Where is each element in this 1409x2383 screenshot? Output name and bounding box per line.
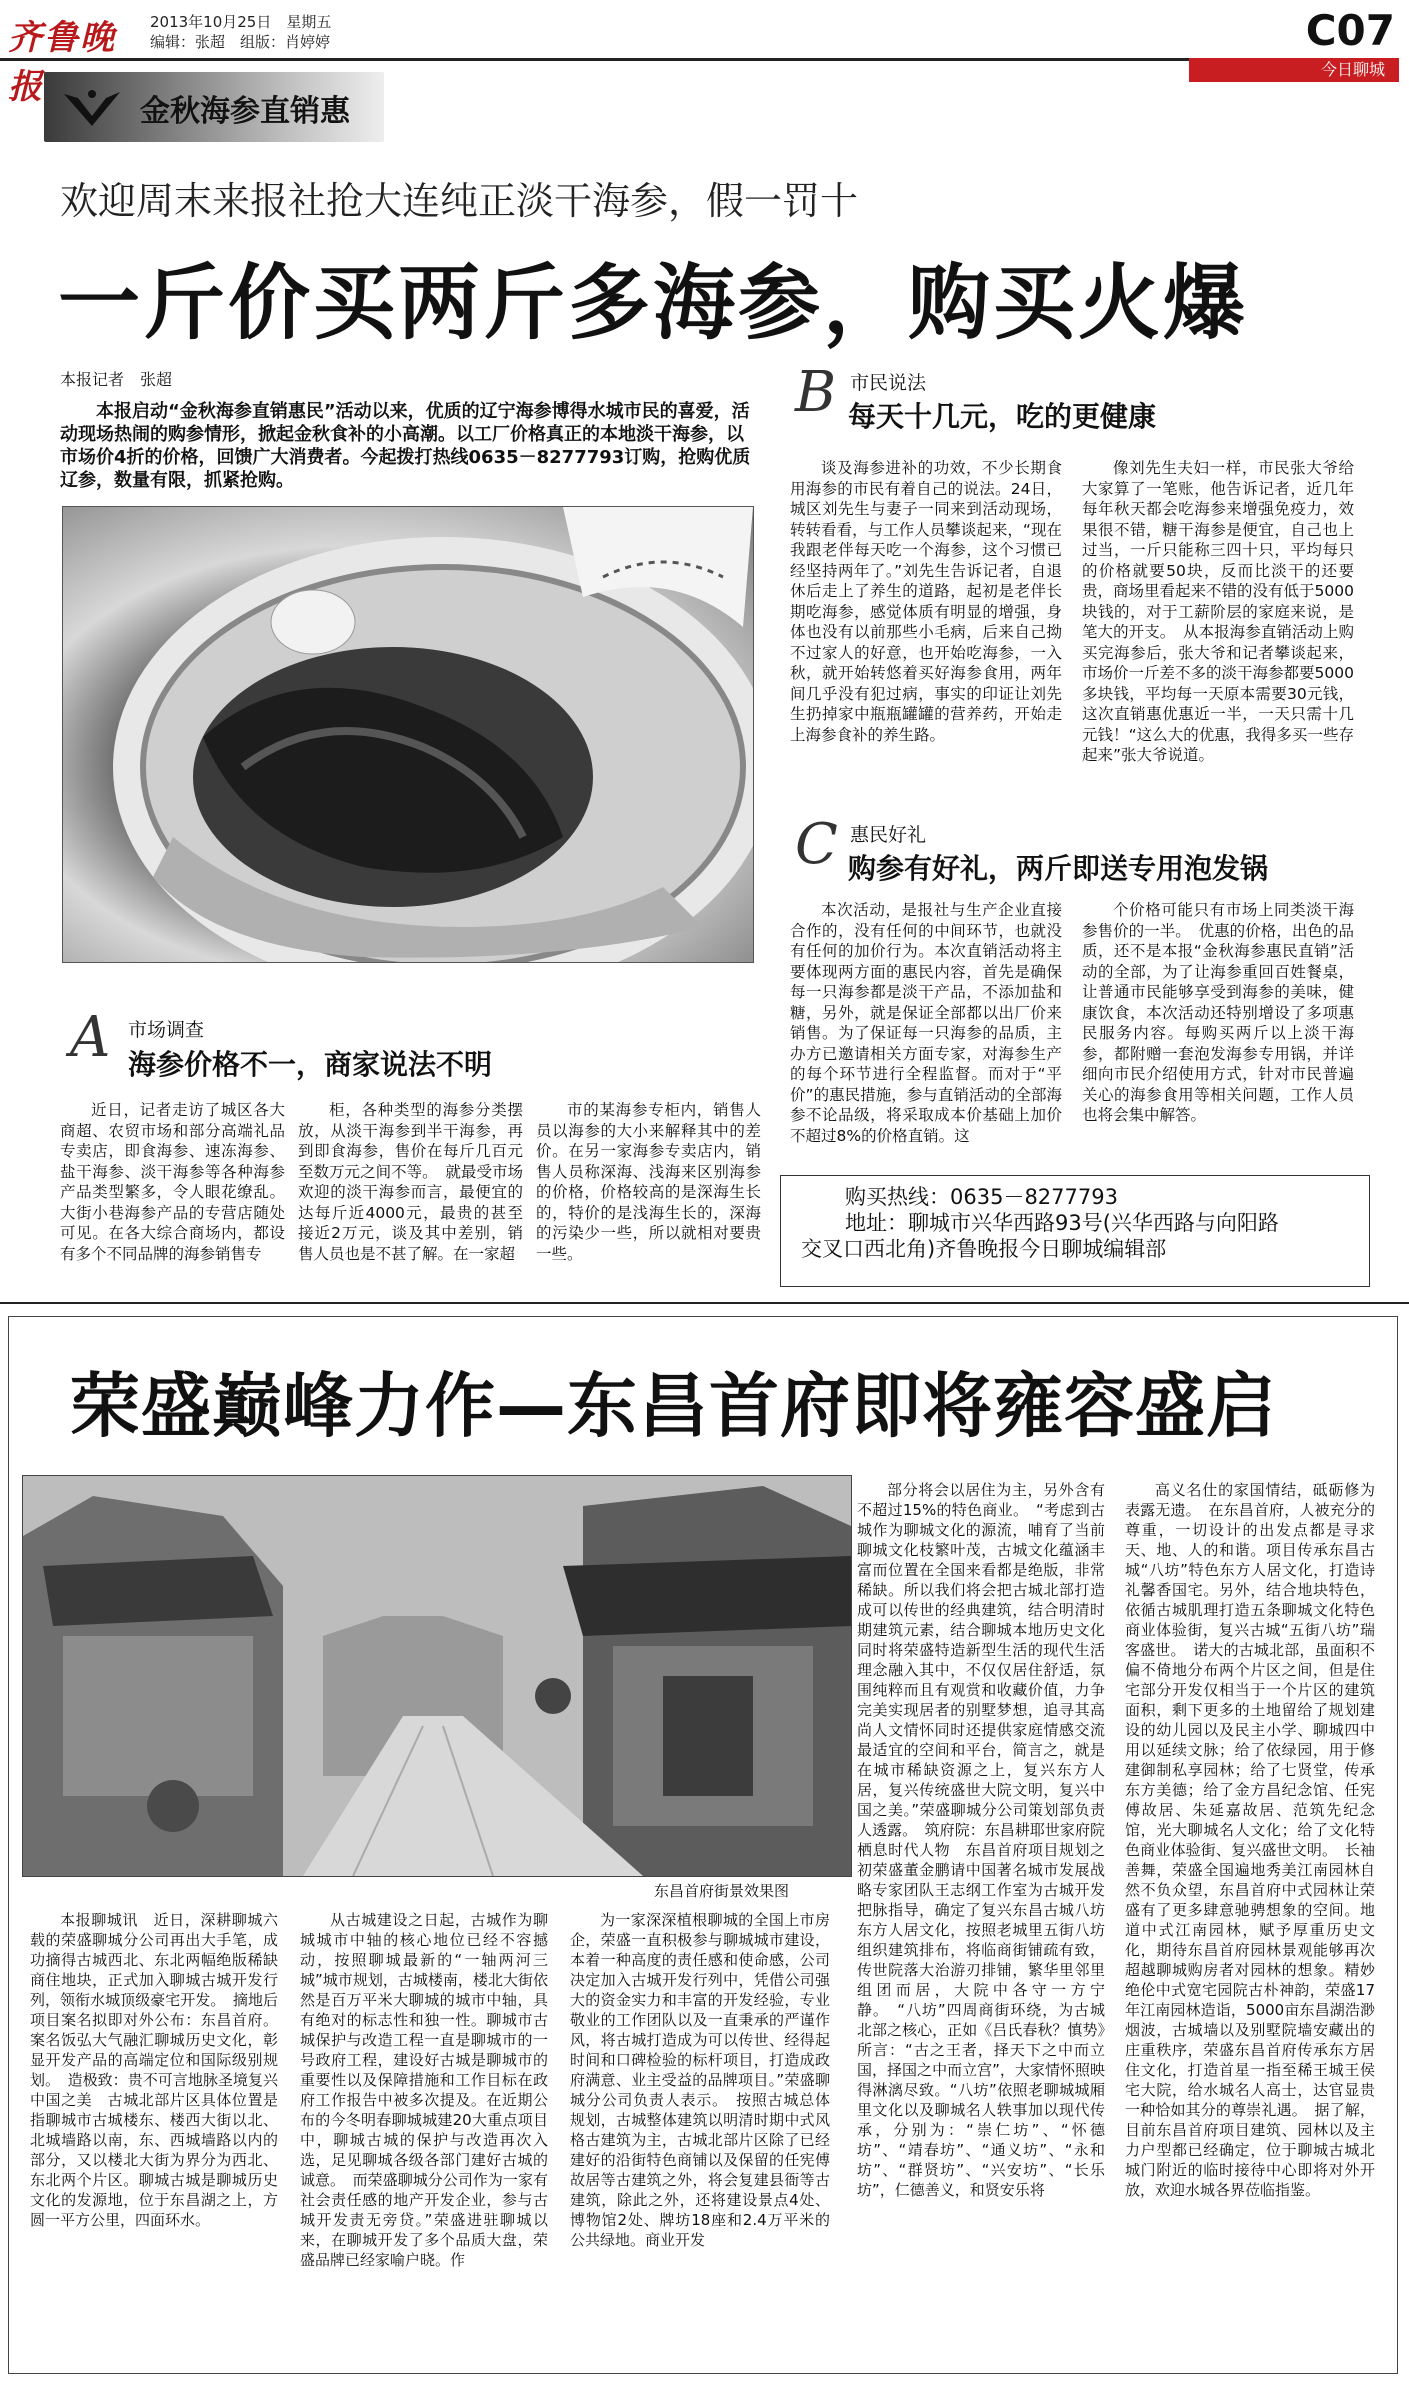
section-b-label: 市民说法	[850, 372, 927, 394]
story1-lead: 本报启动“金秋海参直销惠民”活动以来，优质的辽宁海参博得水城市民的喜爱，活动现场热闹的购参情形，掀起金秋食补的小高潮。以工厂价格真正的本地淡干海参，以市场价4折的价格，回馈广大消费者。今起拨打热线0635－8277793订购，抢购优质辽参，数量有限，抓紧抢购。	[60, 401, 751, 491]
issue-info	[150, 12, 331, 52]
section-b-title: 每天十几元，吃的更健康	[848, 400, 1157, 433]
hotline-phone: 购买热线：0635－8277793	[845, 1185, 1118, 1209]
street-render-photo	[22, 1475, 852, 1877]
sea-cucumber-photo	[62, 506, 754, 963]
section-a-title: 海参价格不一，商家说法不明	[128, 1048, 493, 1081]
section-a-letter: A	[70, 1005, 111, 1070]
section-c-title: 购参有好礼，两斤即送专用泡发锅	[848, 852, 1269, 885]
hotline-box	[780, 1175, 1370, 1287]
story2-col1: 本报聊城讯 近日，深耕聊城六载的荣盛聊城分公司再出大手笔，成功摘得古城西北、东北两幅绝版稀缺商住地块，正式加入聊城古城开发行列，领衔水城顶级豪宅开发。 摘地后项目案名拟即对外公布：东昌首府。案名饭弘大气融汇聊城历史文化，彰显开发产品的高端定位和国际级别规划。 造极致：贵不可言地脉圣境复兴中国之美 古城北部片区具体位置是指聊城市古城楼东、楼西大街以北、北城墙路以南，东、西城墙路以内的部分，又以楼北大街为界分为西北、东北两个片区。聊城古城是聊城历史文化的发源地，位于东昌湖之上，方圆一平方公里，四面环水。	[30, 1911, 278, 2229]
date-line: 2013年10月25日 星期五	[150, 13, 332, 31]
section-label: 今日聊城	[1189, 58, 1399, 82]
sea-cucumber-illustration	[63, 507, 753, 962]
story2-col2: 从古城建设之日起，古城作为聊城城市中轴的核心地位已经不容撼动，按照聊城最新的“一轴两河三城”城市规划，古城楼南，楼北大街依然是百万平米大聊城的城市中轴，具有绝对的标志性和独一性。聊城市古城保护与改造工程一直是聊城市的一号政府工程，建设好古城是聊城市的重要性以及保障措施和工作目标在政府工作报告中被多次提及。在近期公布的今冬明春聊城城建20大重点项目中，聊城古城的保护与改造再次入选，足见聊城各级各部门建好古城的诚意。 而荣盛聊城分公司作为一家有社会责任感的地产开发企业，参与古城开发责无旁贷。”荣盛进驻聊城以来，在聊城开发了多个品质大盘，荣盛品牌已经家喻户晓。作	[300, 1911, 548, 2269]
section-b-col1: 谈及海参进补的功效，不少长期食用海参的市民有着自己的说法。24日，城区刘先生与妻子一同来到活动现场，转转看看，与工作人员攀谈起来，“现在我跟老伴每天吃一个海参，这个习惯已经坚持两年了。”刘先生告诉记者，自退休后走上了养生的道路，起初是老伴长期吃海参，感觉体质有明显的增强，身体也没有以前那些小毛病，后来自己拗不过家人的好意，也开始吃海参，一入秋，就开始转悠着买好海参食用，两年间几乎没有犯过病，事实的印证让刘先生扔掉家中瓶瓶罐罐的营养药，开始走上海参食补的养生路。	[790, 459, 1062, 744]
street-render-caption: 东昌首府街景效果图	[654, 1882, 790, 1900]
story1-byline: 本报记者 张超	[60, 370, 173, 389]
hotline-address-line1: 地址：聊城市兴华西路93号(兴华西路与向阳路	[845, 1211, 1279, 1235]
section-c-col2: 个价格可能只有市场上同类淡干海参售价的一半。 优惠的价格，出色的品质，还不是本报“金秋海参惠民直销”活动的全部，为了让海参重回百姓餐桌，让普通市民能够享受到海参的美味，健康饮食，本次活动还特别增设了多项惠民服务内容。每购买两斤以上淡干海参，都附赠一套泡发海参专用锅，并详细向市民介绍使用方式，针对市民普遍关心的海参食用等相关问题，工作人员也将会集中解答。	[1082, 901, 1354, 1124]
story2-headline: 荣盛巅峰力作—东昌首府即将雍容盛启	[70, 1365, 1277, 1447]
story1-headline: 一斤价买两斤多海参，购买火爆	[58, 256, 1249, 351]
section-b-letter: B	[795, 360, 837, 425]
story-divider	[0, 1302, 1409, 1304]
newspaper-brand: 齐鲁晚报	[8, 18, 116, 107]
story1-kicker: 欢迎周末来报社抢大连纯正淡干海参，假一罚十	[60, 179, 859, 223]
hotline-address-line2: 交叉口西北角)齐鲁晚报今日聊城编辑部	[801, 1237, 1167, 1261]
page-number: C07	[1305, 6, 1395, 55]
section-c-label: 惠民好礼	[850, 824, 927, 846]
story2-col4: 部分将会以居住为主，另外含有不超过15%的特色商业。 “考虑到古城作为聊城文化的源流，哺育了当前聊城文化枝繁叶茂，古城文化蕴涵丰富而位置在全国来看都是绝版，非常稀缺。所以我们将会把古城北部打造成可以传世的经典建筑，结合明清时期建筑元素，结合聊城本地历史文化同时将荣盛特造新型生活的现代生活理念融入其中，不仅仅居住舒适，氛围纯粹而且有观赏和收藏价值，力争完美实现居者的别墅梦想，追寻其高尚人文情怀同时还提供家庭情感交流最适宜的空间和平台，简言之，就是在城市稀缺资源之上，复兴东方人居，复兴传统盛世大院文明，复兴中国之美。”荣盛聊城分公司策划部负责人透露。 筑府院：东昌耕耶世家府院栖息时代人物 东昌首府项目规划之初荣盛董金鹏请中国著名城市发展战略专家团队王志纲工作室为古城开发把脉指导，确定了复兴东昌古城八坊东方人居文化，按照老城里五街八坊组织建筑排布，将临商街铺疏有致，传世院落大治游刃排铺，繁华里邻里组团而居，大院中各守一方宁静。 “八坊”四周商街环绕，为古城北部之核心，正如《吕氏春秋？慎势》所言：“古之王者，择天下之中而立国，择国之中而立宫”，大家情怀照映得淋漓尽致。“八坊”依照老聊城城厢里文化以及聊城名人轶事加以现代传承，分别为：“崇仁坊”、“怀德坊”、“靖春坊”、“通义坊”、“永和坊”、“群贤坊”、“兴安坊”、“长乐坊”，仁德善义，和贤安乐将	[857, 1481, 1105, 2199]
editor-line: 编辑：张超 组版：肖婷婷	[150, 33, 331, 51]
bird-logo-icon	[62, 82, 122, 132]
section-c-col1: 本次活动，是报社与生产企业直接合作的，没有任何的中间环节，也就没有任何的加价行为。本次直销活动将主要体现两方面的惠民内容，首先是确保每一只海参都是淡干产品，不添加盐和糖，另外，就是保证全部都以出厂价来销售。为了保证每一只海参的品质，主办方已邀请相关方面专家，对海参生产的每个环节进行全程监督。而对于“平价”的惠民措施，参与直销活动的全部海参不论品级，将采取成本价基础上加价不超过8%的价格直销。这	[790, 901, 1062, 1145]
section-a-label: 市场调查	[128, 1019, 205, 1041]
street-render-illustration	[23, 1476, 851, 1876]
section-c-letter: C	[795, 812, 838, 877]
section-a-col1: 近日，记者走访了城区各大商超、农贸市场和部分高端礼品专卖店，即食海参、速冻海参、盐干海参、淡干海参等各种海参产品类型繁多，令人眼花缭乱。大街小巷海参产品的专营店随处可见。在各大综合商场内，都设有多个不同品牌的海参销售专	[60, 1101, 285, 1263]
promo-banner-text: 金秋海参直销惠	[140, 94, 350, 129]
section-b-col2: 像刘先生夫妇一样，市民张大爷给大家算了一笔账，他告诉记者，近几年每年秋天都会吃海参来增强免疫力，效果很不错，糖干海参是便宜，自己也上过当，一斤只能称三四十只，平均每只的价格就要50块，反而比淡干的还要贵，商场里看起来不错的没有低于5000块钱的，对于工薪阶层的家庭来说，是笔大的开支。 从本报海参直销活动上购买完海参后，张大爷和记者攀谈起来，市场价一斤差不多的淡干海参都要5000多块钱，平均每一天原本需要30元钱，这次直销惠优惠近一半，一天只需十几元钱！“这么大的优惠，我得多买一些存起来”张大爷说道。	[1082, 459, 1354, 764]
section-a-col3: 市的某海参专柜内，销售人员以海参的大小来解释其中的差价。在另一家海参专卖店内，销售人员称深海、浅海来区别海参的价格，价格较高的是深海生长的，特价的是浅海生长的，深海的污染少一些，所以就相对要贵一些。	[536, 1101, 761, 1263]
story2-col5: 高义名仕的家国情结，砥砺修为表露无遗。 在东昌首府，人被充分的尊重，一切设计的出发点都是寻求天、地、人的和谐。项目传承东昌古城“八坊”特色东方人居文化，打造诗礼馨香国宅。另外，结合地块特色，依循古城肌理打造五条聊城文化特色商业体验街，复兴古城“五街八坊”瑞客盛世。 诺大的古城北部，虽面积不偏不倚地分布两个片区之间，但是住宅部分开发仅相当于一个片区的建筑面积，剩下更多的土地留给了规划建设的幼儿园以及民主小学、聊城四中用以延续文脉；给了依绿园，用于修建御制私享园林；给了七贤堂，传承东方美德；给了金方昌纪念馆、任宪傅故居、朱延嘉故居、范筑先纪念馆，光大聊城名人文化；给了文化特色商业体验街、复兴盛世文明。 长袖善舞，荣盛全国遍地秀美江南园林自然不负众望，东昌首府中式园林让荣盛有了更多肆意驰骋想象的空间。地道中式江南园林，赋予厚重历史文化，期待东昌首府园林景观能够再次超越聊城购房者对园林的想象。精妙绝伦中式宽宅园院古朴神韵，荣盛17年江南园林造诣，5000亩东昌湖浩渺烟波，古城墙以及别墅院墙安藏出的庄重秩序，荣盛东昌首府传承东方居住文化，打造首星一指至稀王城王侯宅大院，给水城名人高士，达官显贵一种恰如其分的尊崇礼遇。 据了解，目前东昌首府项目建筑、园林以及主力户型都已经确定，位于聊城古城北城门附近的临时接待中心即将对外开放，欢迎水城各界莅临指鉴。	[1125, 1481, 1375, 2199]
section-a-col2: 柜，各种类型的海参分类摆放，从淡干海参到半干海参，再到即食海参，售价在每斤几百元至数万元之间不等。 就最受市场欢迎的淡干海参而言，最便宜的达每斤近4000元，最贵的甚至接近2万元，谈及其中差别，销售人员也是不甚了解。在一家超	[298, 1101, 523, 1263]
story2-col3: 为一家深深植根聊城的全国上市房企，荣盛一直积极参与聊城城市建设，本着一种高度的责任感和使命感，公司决定加入古城开发行列中，凭借公司强大的资金实力和丰富的开发经验，专业敬业的工作团队以及一直秉承的严谨作风，将古城打造成为可以传世、经得起时间和口碑检验的标杆项目，打造成政府满意、业主受益的品牌项目。”荣盛聊城分公司负责人表示。 按照古城总体规划，古城整体建筑以明清时期中式风格古建筑为主，古城北部片区除了已经建好的沿街特色商铺以及保留的任宪傅故居等古建筑之外，将会复建县衙等古建筑，除此之外，还将建设景点4处、博物馆2处、牌坊18座和2.4万平米的公共绿地。商业开发	[570, 1911, 830, 2249]
